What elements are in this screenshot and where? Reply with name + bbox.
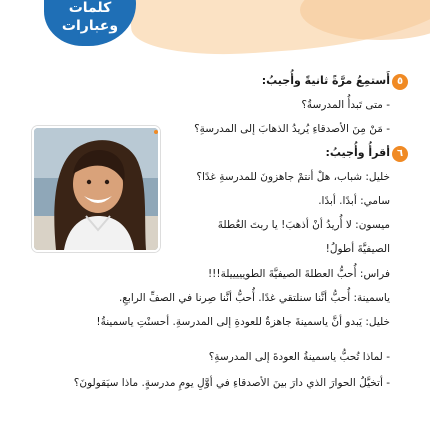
- section5-question-2: - مَنْ مِنَ الأصدقاءِ يُريدُ الذهابَ إلى المدرسةِ؟: [194, 123, 390, 135]
- girl-photo: [32, 126, 160, 252]
- photo-corner-dot: [154, 130, 158, 134]
- badge-title-line1: كلمات: [68, 0, 112, 16]
- dialogue-line-3: ميسون: لا أُريدُ أنْ أذهبَ! يا ربتَ العُطلةَ: [217, 219, 390, 231]
- section6-question-2: - أتخيَّلُ الحوارَ الذي دارَ بينَ الأصدقاءِ في أوَّلِ يومِ مدرسةٍ. ماذا سيَقولونَ؟: [73, 377, 390, 389]
- girl-photo-image: [34, 128, 158, 250]
- exercise-number-5: ٥: [392, 74, 408, 90]
- section5-question-1: - متى تَبدأُ المدرسةُ؟: [301, 99, 390, 111]
- section6-question-1: - لماذا تُحبُّ ياسمينةُ العودةَ إلى المدرسةِ؟: [208, 351, 390, 363]
- dialogue-line-6: ياسمينة: أُحبُّ أنَّنا سنلتقي غدًا. أُحبُّ أنَّنا صِرنا في الصفِّ الرابعِ.: [118, 292, 390, 304]
- section6-heading: أقرأُ وأُجيبُ:: [325, 146, 390, 159]
- dialogue-line-5: فراس: أُحبُّ العطلةَ الصيفيَّةَ الطويييييلة!!!: [207, 268, 390, 280]
- dialogue-line-7: خليل: يَبدو أنَّ ياسمينةَ جاهزةٌ للعودةِ إلى المدرسةِ. أحسنْتِ ياسمينةُ!: [96, 316, 390, 328]
- section5-heading: أَستمِعُ مرَّةً ثانيةً وأُجيبُ:: [261, 74, 390, 87]
- exercise-number-6: ٦: [392, 146, 408, 162]
- dialogue-line-2: سامي: أبدًا. أبدًا.: [318, 195, 390, 207]
- badge-title-line2: وعبارات: [61, 18, 119, 34]
- dialogue-line-1: خليل: شباب، هلْ أنتمْ جاهزونَ للمدرسةِ غدًا؟: [196, 171, 390, 183]
- dialogue-line-4: الصيفيَّةَ أطولُ!: [325, 243, 390, 255]
